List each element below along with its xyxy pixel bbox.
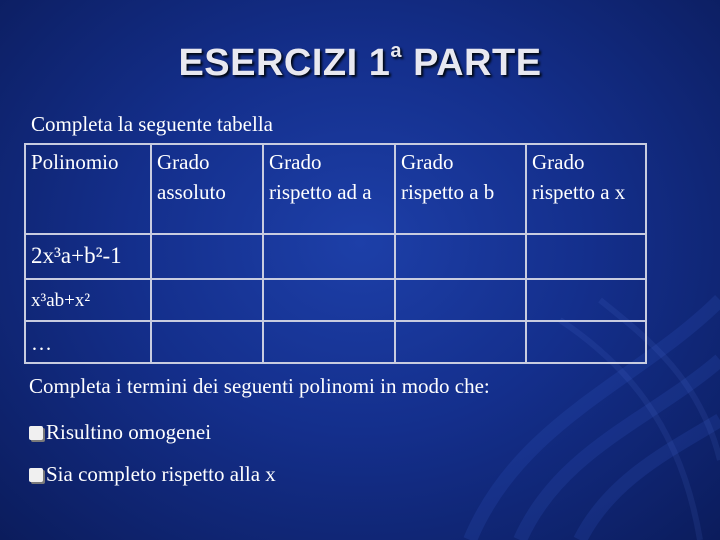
header-label: rispetto a b bbox=[401, 180, 495, 204]
completion-instructions: Completa i termini dei seguenti polinomi in modo che: bbox=[29, 374, 490, 398]
header-label: Grado bbox=[157, 150, 210, 174]
answer-cell[interactable] bbox=[395, 279, 526, 321]
answer-cell[interactable] bbox=[526, 321, 646, 363]
checkbox-bullet-icon bbox=[29, 468, 43, 482]
answer-cell[interactable] bbox=[151, 321, 263, 363]
title-superscript: a bbox=[390, 40, 403, 63]
header-label: Polinomio bbox=[31, 150, 119, 174]
header-label: assoluto bbox=[157, 180, 226, 204]
answer-cell[interactable] bbox=[263, 234, 395, 279]
polynomial-cell: 2x³a+b²-1 bbox=[25, 234, 151, 279]
header-label: rispetto ad a bbox=[269, 180, 372, 204]
title-main-text: ESERCIZI 1 bbox=[178, 42, 391, 84]
answer-cell[interactable] bbox=[526, 279, 646, 321]
header-label: Grado bbox=[401, 150, 454, 174]
answer-cell[interactable] bbox=[263, 279, 395, 321]
answer-cell[interactable] bbox=[395, 234, 526, 279]
header-cell-grado-x bbox=[526, 144, 646, 234]
table-row bbox=[25, 279, 646, 321]
header-cell-polinomio bbox=[25, 144, 151, 234]
exercise-table bbox=[24, 143, 647, 364]
bullet-item bbox=[29, 420, 211, 445]
header-cell-grado-b bbox=[395, 144, 526, 234]
checkbox-bullet-icon bbox=[29, 426, 43, 440]
table-row bbox=[25, 234, 646, 279]
answer-cell[interactable] bbox=[526, 234, 646, 279]
table-row bbox=[25, 321, 646, 363]
bullet-item bbox=[29, 462, 276, 487]
answer-cell[interactable] bbox=[263, 321, 395, 363]
bullet-text: Risultino omogenei bbox=[46, 420, 212, 444]
polynomial-cell: … bbox=[25, 321, 151, 363]
bullet-text: Sia completo rispetto alla x bbox=[46, 462, 276, 486]
table-instruction: Completa la seguente tabella bbox=[31, 112, 273, 136]
answer-cell[interactable] bbox=[151, 279, 263, 321]
header-cell-grado-assoluto bbox=[151, 144, 263, 234]
table-header-row bbox=[25, 144, 646, 234]
title-end-text: PARTE bbox=[402, 42, 542, 84]
header-label: Grado bbox=[269, 150, 322, 174]
header-label: Grado bbox=[532, 150, 585, 174]
slide-title bbox=[0, 42, 720, 85]
answer-cell[interactable] bbox=[395, 321, 526, 363]
header-cell-grado-a bbox=[263, 144, 395, 234]
header-label: rispetto a x bbox=[532, 180, 626, 204]
answer-cell[interactable] bbox=[151, 234, 263, 279]
polynomial-cell: x³ab+x² bbox=[25, 279, 151, 321]
